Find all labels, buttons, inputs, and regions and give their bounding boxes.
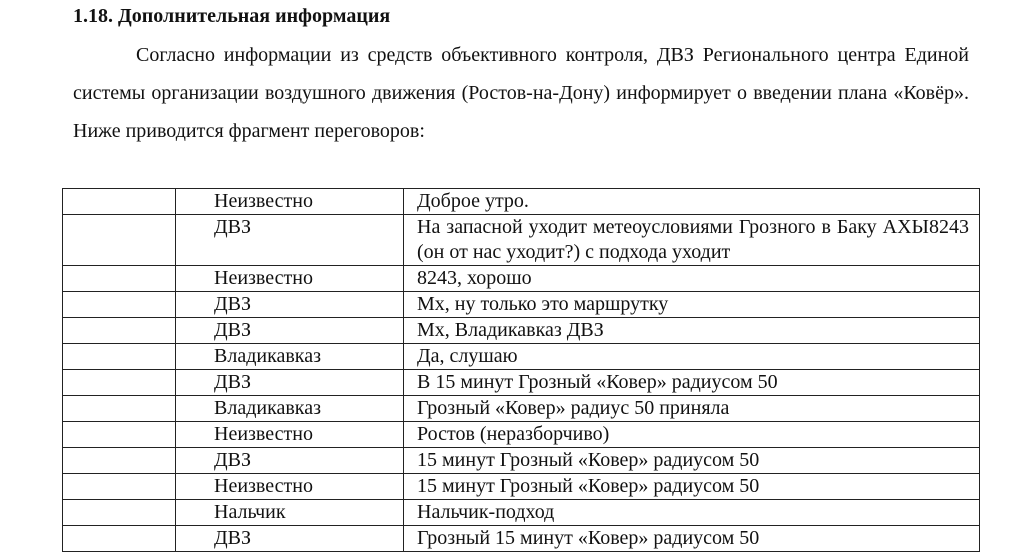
row-speaker-cell: ДВЗ — [176, 215, 404, 266]
row-message-cell: В 15 минут Грозный «Ковер» радиусом 50 — [404, 370, 980, 396]
row-speaker-cell: ДВЗ — [176, 526, 404, 552]
row-speaker-cell: Неизвестно — [176, 422, 404, 448]
row-empty-cell — [63, 500, 176, 526]
transcript-body — [63, 189, 980, 552]
row-message-cell: Ростов (неразборчиво) — [404, 422, 980, 448]
row-empty-cell — [63, 474, 176, 500]
table-row — [63, 215, 980, 266]
row-speaker-cell: ДВЗ — [176, 448, 404, 474]
table-row — [63, 370, 980, 396]
intro-paragraph-text: Согласно информации из средств объективного контроля, ДВЗ Регионального центра Единой системы организации воздушного движения (Ростов-на-Дону) информирует о введении плана «Ковёр». Ниже приводится фрагмент переговоров: — [73, 44, 969, 142]
row-speaker-cell: Неизвестно — [176, 189, 404, 215]
table-row — [63, 318, 980, 344]
row-empty-cell — [63, 318, 176, 344]
row-message-cell: Мх, ну только это маршрутку — [404, 292, 980, 318]
row-message-cell: 8243, хорошо — [404, 266, 980, 292]
table-row — [63, 266, 980, 292]
row-speaker-cell: ДВЗ — [176, 318, 404, 344]
row-message-cell: Грозный 15 минут «Ковер» радиусом 50 — [404, 526, 980, 552]
row-message-cell: Да, слушаю — [404, 344, 980, 370]
row-message-cell: 15 минут Грозный «Ковер» радиусом 50 — [404, 448, 980, 474]
row-message-cell: 15 минут Грозный «Ковер» радиусом 50 — [404, 474, 980, 500]
table-row — [63, 448, 980, 474]
row-message-cell: Грозный «Ковер» радиус 50 приняла — [404, 396, 980, 422]
row-empty-cell — [63, 526, 176, 552]
table-row — [63, 422, 980, 448]
row-empty-cell — [63, 266, 176, 292]
table-row — [63, 344, 980, 370]
table-row — [63, 396, 980, 422]
table-row — [63, 189, 980, 215]
row-empty-cell — [63, 422, 176, 448]
row-speaker-cell: Нальчик — [176, 500, 404, 526]
row-speaker-cell: Неизвестно — [176, 266, 404, 292]
row-speaker-cell: Владикавказ — [176, 344, 404, 370]
table-row — [63, 474, 980, 500]
row-message-cell: На запасной уходит метеоусловиями Грозного в Баку АХЫ8243 (он от нас уходит?) с подхода уходит — [404, 215, 980, 266]
table-row — [63, 526, 980, 552]
intro-paragraph — [73, 36, 969, 150]
row-empty-cell — [63, 215, 176, 266]
row-empty-cell — [63, 189, 176, 215]
section-heading: 1.18. Дополнительная информация — [73, 5, 391, 27]
row-speaker-cell: Неизвестно — [176, 474, 404, 500]
row-empty-cell — [63, 396, 176, 422]
row-empty-cell — [63, 448, 176, 474]
row-speaker-cell: ДВЗ — [176, 292, 404, 318]
row-speaker-cell: Владикавказ — [176, 396, 404, 422]
row-message-cell: Доброе утро. — [404, 189, 980, 215]
row-message-cell: Нальчик-подход — [404, 500, 980, 526]
transcript-table — [62, 188, 980, 552]
row-speaker-cell: ДВЗ — [176, 370, 404, 396]
row-message-cell: Мх, Владикавказ ДВЗ — [404, 318, 980, 344]
row-empty-cell — [63, 370, 176, 396]
table-row — [63, 292, 980, 318]
row-empty-cell — [63, 292, 176, 318]
table-row — [63, 500, 980, 526]
row-empty-cell — [63, 344, 176, 370]
